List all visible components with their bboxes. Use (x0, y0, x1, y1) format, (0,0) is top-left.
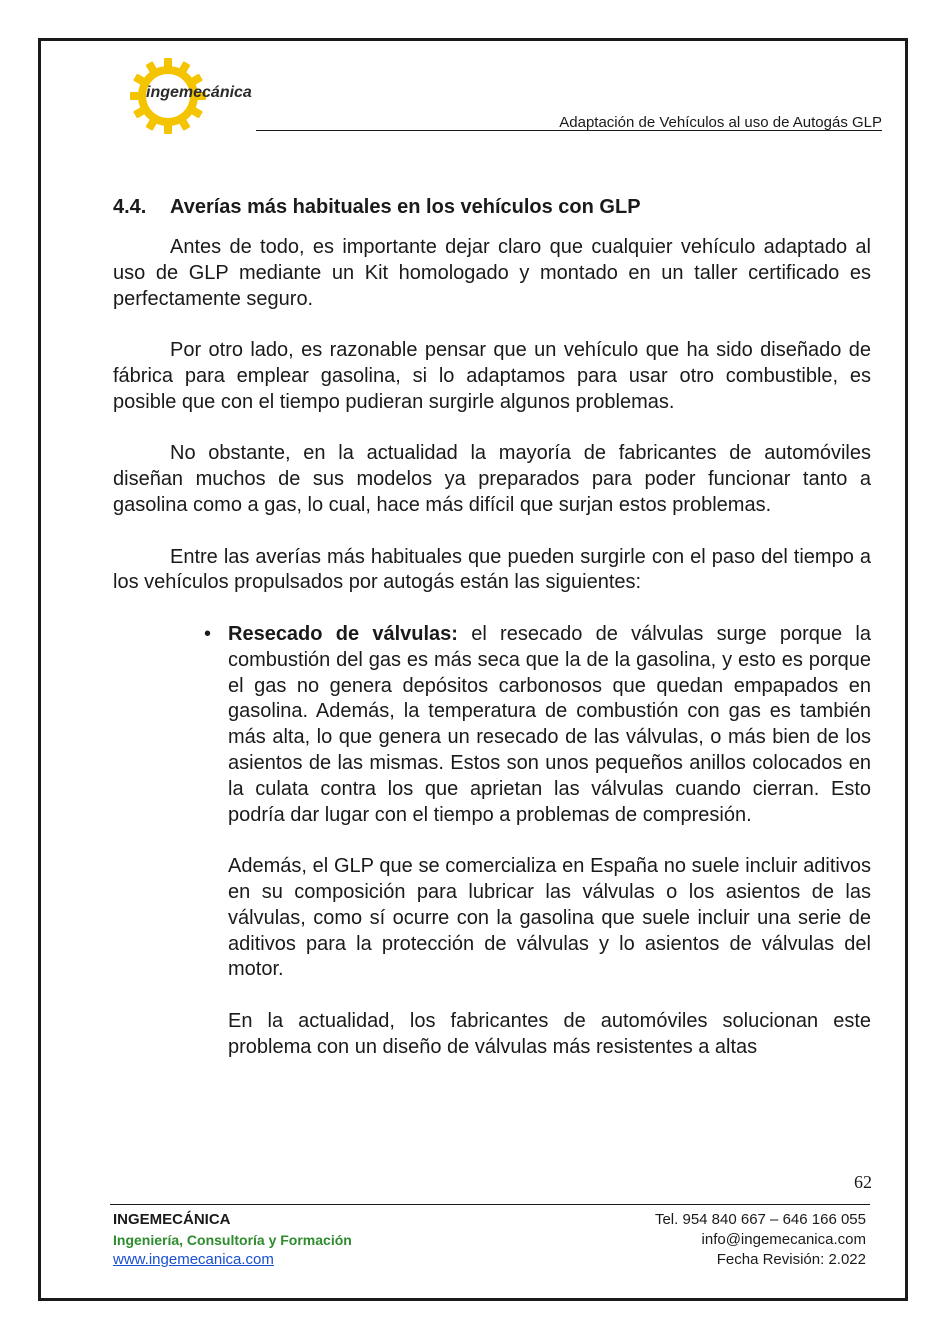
footer-tagline: Ingeniería, Consultoría y Formación (113, 1232, 352, 1248)
footer-left (113, 1210, 352, 1270)
section-title: Averías más habituales en los vehículos con GLP (170, 196, 641, 218)
footer-website-link[interactable]: www.ingemecanica.com (113, 1251, 274, 1268)
section-heading (113, 196, 871, 219)
footer-revision-date: Fecha Revisión: 2.022 (716, 1251, 866, 1268)
footer-email: info@ingemecanica.com (701, 1231, 866, 1248)
paragraph-4: Entre las averías más habituales que pueden surgirle con el paso del tiempo a los vehículos propulsados por autogás están las siguientes: (113, 545, 871, 594)
document-subtitle: Adaptación de Vehículos al uso de Autogás GLP (559, 114, 882, 131)
bullet-text: el resecado de válvulas surge porque la combustión del gas es más seca que la de la gasolina, y esto es porque el gas no genera depósitos carbonosos que quedan empapados en gasolina. Además, la temperatura de combustión con gas es también más alta, lo que genera un resecado de las válvulas, o más bien de los asientos de las mismas. Estos son unos pequeños anillos colocados en la culata contra los que aprietan las válvulas cuando cierran. Esto podría dar lugar con el tiempo a problemas de compresión. (228, 622, 871, 826)
page-content (113, 196, 871, 1086)
bullet-paragraph-2: Además, el GLP que se comercializa en España no suele incluir aditivos en su composición para lubricar las válvulas o los asientos de las válvulas, como sí ocurre con la gasolina que suele incluir una serie de aditivos para la protección de válvulas y lo asientos de válvulas del motor. (228, 855, 871, 981)
bullet-icon: • (204, 622, 212, 645)
logo-wordmark: ingemecánica (146, 84, 252, 101)
bullet-paragraph-1 (228, 622, 871, 828)
paragraph-3: No obstante, en la actualidad la mayoría de fabricantes de automóviles diseñan muchos de sus modelos ya preparados para poder funcionar tanto a gasolina como a gas, lo cual, hace más difícil que surjan estos problemas. (113, 442, 871, 516)
paragraph-2: Por otro lado, es razonable pensar que un vehículo que ha sido diseñado de fábrica para emplear gasolina, si lo adaptamos para usar otro combustible, es posible que con el tiempo pudieran surgirle algunos problemas. (113, 339, 871, 413)
paragraph-1: Antes de todo, es importante dejar claro que cualquier vehículo adaptado al uso de GLP mediante un Kit homologado y montado en un taller certificado es perfectamente seguro. (113, 236, 871, 310)
header-divider (256, 130, 882, 131)
section-number: 4.4. (113, 196, 147, 218)
page-number: 62 (854, 1172, 872, 1192)
bullet-paragraph-3: En la actualidad, los fabricantes de automóviles solucionan este problema con un diseño de válvulas más resistentes a altas (228, 1009, 871, 1058)
footer-divider (110, 1204, 870, 1205)
footer-right (655, 1210, 866, 1270)
footer-phone: Tel. 954 840 667 – 646 166 055 (654, 1211, 866, 1228)
footer-company: INGEMECÁNICA (113, 1211, 231, 1228)
bullet-term: Resecado de válvulas: (228, 622, 458, 645)
bullet-item-valve-drying (204, 622, 871, 1061)
